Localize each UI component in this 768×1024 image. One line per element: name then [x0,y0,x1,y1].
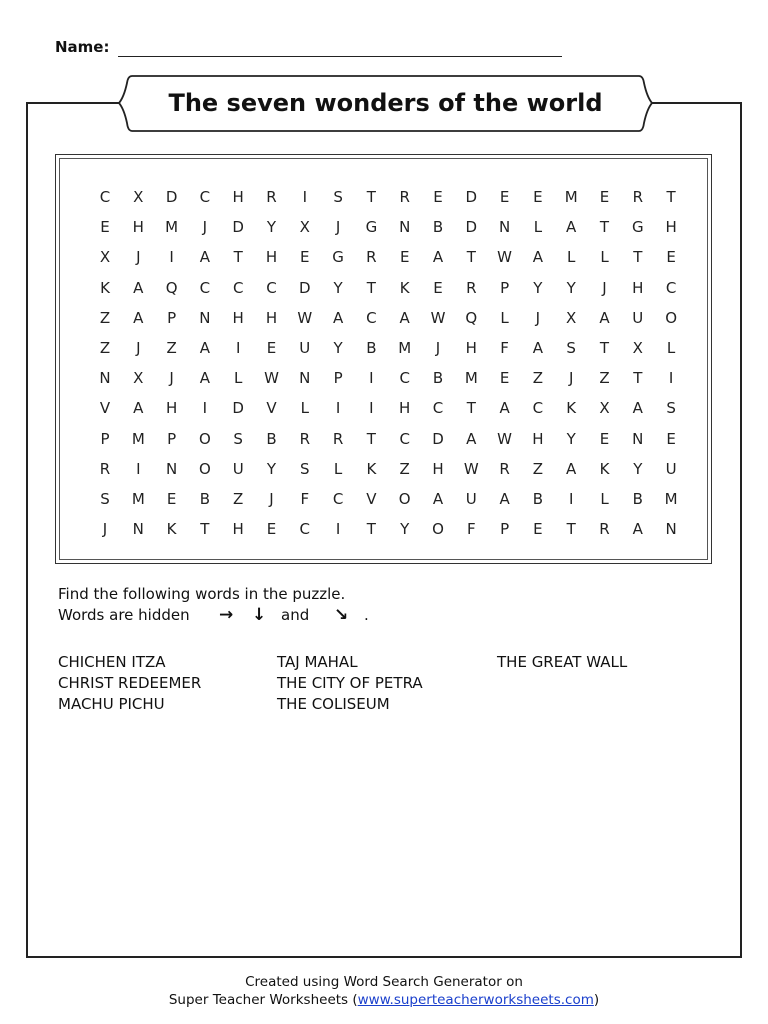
grid-letter: I [568,490,574,508]
instruction-line-2: Words are hidden [58,606,190,624]
word-item: TAJ MAHAL [277,653,358,671]
arrow-down-icon: ↓ [252,605,267,625]
grid-letter: T [366,429,376,448]
grid-letter: M [131,429,145,448]
grid-letter: Q [165,278,178,297]
grid-letter: J [169,369,174,388]
grid-letter: E [266,520,277,539]
grid-letter: W [463,459,479,478]
grid-letter: K [100,278,110,297]
grid-letter: N [165,459,178,478]
grid-letter: K [566,399,577,418]
word-item: CHRIST REDEEMER [58,674,202,692]
grid-letter: F [466,520,476,539]
grid-letter: N [299,369,311,388]
word-item: CHICHEN ITZA [58,653,166,671]
grid-letter: A [432,248,444,267]
grid-letter: W [430,308,446,327]
name-label: Name: [55,38,110,56]
grid-letter: E [499,369,510,388]
grid-letter: P [500,278,510,297]
grid-letter: B [432,218,444,237]
grid-letter: E [399,248,410,267]
grid-letter: T [200,520,210,539]
grid-letter: Y [400,520,410,539]
grid-letter: R [399,188,410,206]
grid-letter: C [665,278,677,297]
grid-letter: X [133,369,144,388]
grid-letter: Y [333,339,343,357]
grid-letter: L [300,399,309,418]
grid-letter: E [599,188,610,206]
grid-letter: S [666,399,676,418]
grid-letter: H [232,520,244,539]
footer-line-1: Created using Word Search Generator on [245,974,523,990]
grid-letter: T [566,520,576,539]
grid-letter: F [500,339,509,357]
grid-letter: T [366,188,376,206]
grid-letter: N [498,218,511,237]
grid-letter: M [131,490,145,508]
grid-letter: Z [399,459,410,478]
grid-letter: H [232,188,244,206]
grid-letter: O [665,308,677,327]
grid-letter: O [398,490,411,508]
grid-letter: U [665,459,677,478]
grid-letter: H [532,429,544,448]
grid-letter: S [300,459,310,478]
grid-letter: U [465,490,477,508]
grid-letter: L [234,369,243,388]
grid-letter: A [199,339,211,357]
grid-letter: L [600,490,609,508]
grid-letter: A [332,308,344,327]
grid-letter: P [100,429,110,448]
grid-letter: A [566,218,577,237]
grid-letter: J [335,218,341,237]
grid-letter: A [133,399,144,418]
grid-letter: J [535,308,541,327]
grid-letter: V [99,399,111,418]
grid-letter: X [632,339,643,357]
grid-letter: I [302,188,308,206]
grid-letter: S [566,339,576,357]
grid-letter: G [365,218,378,237]
grid-letter: Y [266,459,277,478]
grid-letter: B [366,339,377,357]
grid-letter: U [632,308,644,327]
grid-letter: A [432,490,444,508]
grid-letter: U [232,459,244,478]
grid-letter: A [199,369,211,388]
grid-letter: D [165,188,178,206]
grid-letter: C [432,399,444,418]
grid-letter: H [165,399,178,418]
grid-letter: Q [465,308,478,327]
grid-letter: I [335,520,341,539]
grid-letter: E [666,248,676,267]
title-banner [118,75,653,132]
grid-letter: E [300,248,310,267]
grid-letter: D [299,278,311,297]
grid-letter: A [499,399,510,418]
grid-letter: A [499,490,510,508]
grid-letter: L [567,248,576,267]
grid-letter: S [233,429,243,448]
grid-letter: T [366,520,376,539]
grid-letter: R [599,520,610,539]
grid-letter: T [366,278,376,297]
word-item: THE GREAT WALL [497,653,628,671]
grid-letter: X [99,248,111,267]
grid-letter: L [333,459,343,478]
grid-letter: Z [99,339,111,357]
grid-letter: L [600,248,609,267]
grid-letter: O [198,459,211,478]
grid-letter: B [432,369,444,388]
grid-letter: A [466,429,477,448]
grid-letter: F [300,490,310,508]
grid-letter: E [433,188,443,206]
grid-letter: K [599,459,610,478]
grid-letter: R [99,459,111,478]
grid-letter: C [199,278,211,297]
grid-letter: I [202,399,208,418]
grid-letter: J [568,369,574,388]
grid-letter: B [266,429,277,448]
grid-letter: X [133,188,144,206]
grid-letter: E [433,278,443,297]
grid-letter: P [167,308,177,327]
grid-letter: Z [532,369,544,388]
word-item: THE CITY OF PETRA [277,674,423,692]
grid-letter: E [599,429,610,448]
grid-letter: Z [599,369,610,388]
grid-letter: E [100,218,110,237]
grid-letter: I [369,369,374,388]
grid-letter: C [366,308,377,327]
grid-letter: A [632,520,643,539]
grid-letter: O [198,429,211,448]
grid-letter: B [199,490,211,508]
grid-letter: T [633,369,643,388]
grid-letter: U [299,339,311,357]
grid-letter: W [497,429,513,448]
grid-letter: X [299,218,310,237]
grid-letter: V [366,490,377,508]
word-item: MACHU PICHU [58,695,165,713]
grid-letter: W [297,308,313,327]
grid-letter: L [500,308,509,327]
grid-letter: E [666,429,676,448]
instruction-and: and [281,606,310,624]
grid-letter: P [167,429,177,448]
grid-letter: C [332,490,344,508]
grid-letter: Z [99,308,111,327]
grid-letter: D [465,188,478,206]
grid-letter: O [432,520,444,539]
grid-letter: W [497,248,513,267]
grid-letter: H [465,339,477,357]
grid-letter: R [266,188,277,206]
grid-letter: Z [233,490,244,508]
grid-letter: A [399,308,410,327]
grid-letter: N [199,308,211,327]
grid-letter: H [665,218,677,237]
grid-letter: M [398,339,412,357]
grid-letter: J [602,278,607,297]
grid-letter: R [332,429,344,448]
grid-letter: T [599,218,610,237]
grid-letter: Y [566,429,576,448]
grid-letter: C [399,369,410,388]
grid-letter: J [136,248,141,267]
grid-letter: M [165,218,179,237]
grid-letter: L [533,218,543,237]
grid-letter: J [136,339,141,357]
grid-letter: H [265,248,278,267]
arrow-diagonal-icon: ↘ [334,605,349,625]
grid-letter: Y [333,278,343,297]
grid-letter: G [332,248,344,267]
grid-letter: R [632,188,644,206]
grid-letter: I [369,399,374,418]
grid-letter: H [432,459,444,478]
grid-letter: C [99,188,111,206]
grid-letter: X [566,308,577,327]
grid-letter: N [132,520,144,539]
grid-letter: H [399,399,411,418]
grid-letter: T [466,248,476,267]
grid-letter: K [399,278,410,297]
grid-letter: T [233,248,243,267]
grid-letter: R [366,248,377,267]
grid-letter: C [399,429,410,448]
grid-letter: Y [266,218,277,237]
grid-letter: H [232,308,244,327]
page-title: The seven wonders of the world [168,89,603,117]
grid-letter: E [499,188,510,206]
grid-letter: E [533,520,543,539]
grid-letter: N [399,218,411,237]
grid-letter: A [532,248,544,267]
grid-letter: D [232,399,244,418]
grid-letter: R [466,278,477,297]
grid-letter: M [564,188,578,206]
grid-letter: Y [566,278,576,297]
grid-letter: C [266,278,277,297]
instruction-period: . [364,606,369,624]
grid-letter: G [631,218,644,237]
grid-letter: D [465,218,478,237]
grid-letter: K [166,520,177,539]
grid-letter: A [133,308,144,327]
grid-letter: J [269,490,274,508]
grid-letter: I [335,399,341,418]
grid-letter: E [533,188,543,206]
grid-letter: E [166,490,177,508]
grid-letter: T [666,188,676,206]
grid-letter: P [333,369,343,388]
grid-letter: H [632,278,644,297]
grid-letter: R [499,459,510,478]
grid-letter: Y [633,459,643,478]
name-line[interactable] [118,56,562,57]
grid-letter: I [169,248,174,267]
grid-letter: L [666,339,676,357]
grid-letter: A [566,459,577,478]
grid-letter: B [632,490,643,508]
grid-letter: M [664,490,678,508]
footer-link[interactable]: www.superteacherworksheets.com [357,992,594,1008]
grid-letter: C [299,520,311,539]
grid-letter: N [632,429,644,448]
footer-line-2 [0,991,768,1009]
grid-letter: A [599,308,610,327]
grid-letter: T [466,399,476,418]
grid-letter: H [132,218,144,237]
footer-suffix: ) [593,992,600,1008]
grid-letter: A [199,248,211,267]
grid-letter: N [99,369,111,388]
grid-letter: I [136,459,141,478]
grid-letter: Z [166,339,177,357]
grid-letter: J [435,339,441,357]
grid-letter: D [232,218,244,237]
grid-letter: D [432,429,444,448]
grid-letter: K [366,459,377,478]
grid-letter: M [464,369,478,388]
word-item: THE COLISEUM [277,695,390,713]
grid-letter: Z [532,459,544,478]
grid-letter: C [532,399,544,418]
grid-letter: A [532,339,544,357]
grid-letter: P [500,520,510,539]
grid-letter: B [532,490,544,508]
grid-letter: S [333,188,343,206]
grid-letter: I [668,369,674,388]
grid-letter: C [199,188,211,206]
grid-letter: C [232,278,244,297]
grid-letter: J [202,218,208,237]
grid-letter: N [665,520,677,539]
grid-letter: S [100,490,110,508]
grid-letter: Y [533,278,543,297]
grid-letter: E [266,339,277,357]
grid-letter: I [235,339,241,357]
arrow-right-icon: → [219,605,234,625]
grid-letter: W [264,369,279,388]
grid-letter: X [599,399,610,418]
grid-letter: A [632,399,643,418]
grid-letter: V [266,399,277,418]
footer-prefix: Super Teacher Worksheets ( [168,992,358,1008]
instruction-line-1: Find the following words in the puzzle. [58,585,346,603]
grid-letter: R [299,429,311,448]
grid-letter: T [633,248,643,267]
grid-letter: J [102,520,108,539]
grid-letter: H [265,308,278,327]
grid-letter: T [599,339,610,357]
grid-letter: A [133,278,144,297]
